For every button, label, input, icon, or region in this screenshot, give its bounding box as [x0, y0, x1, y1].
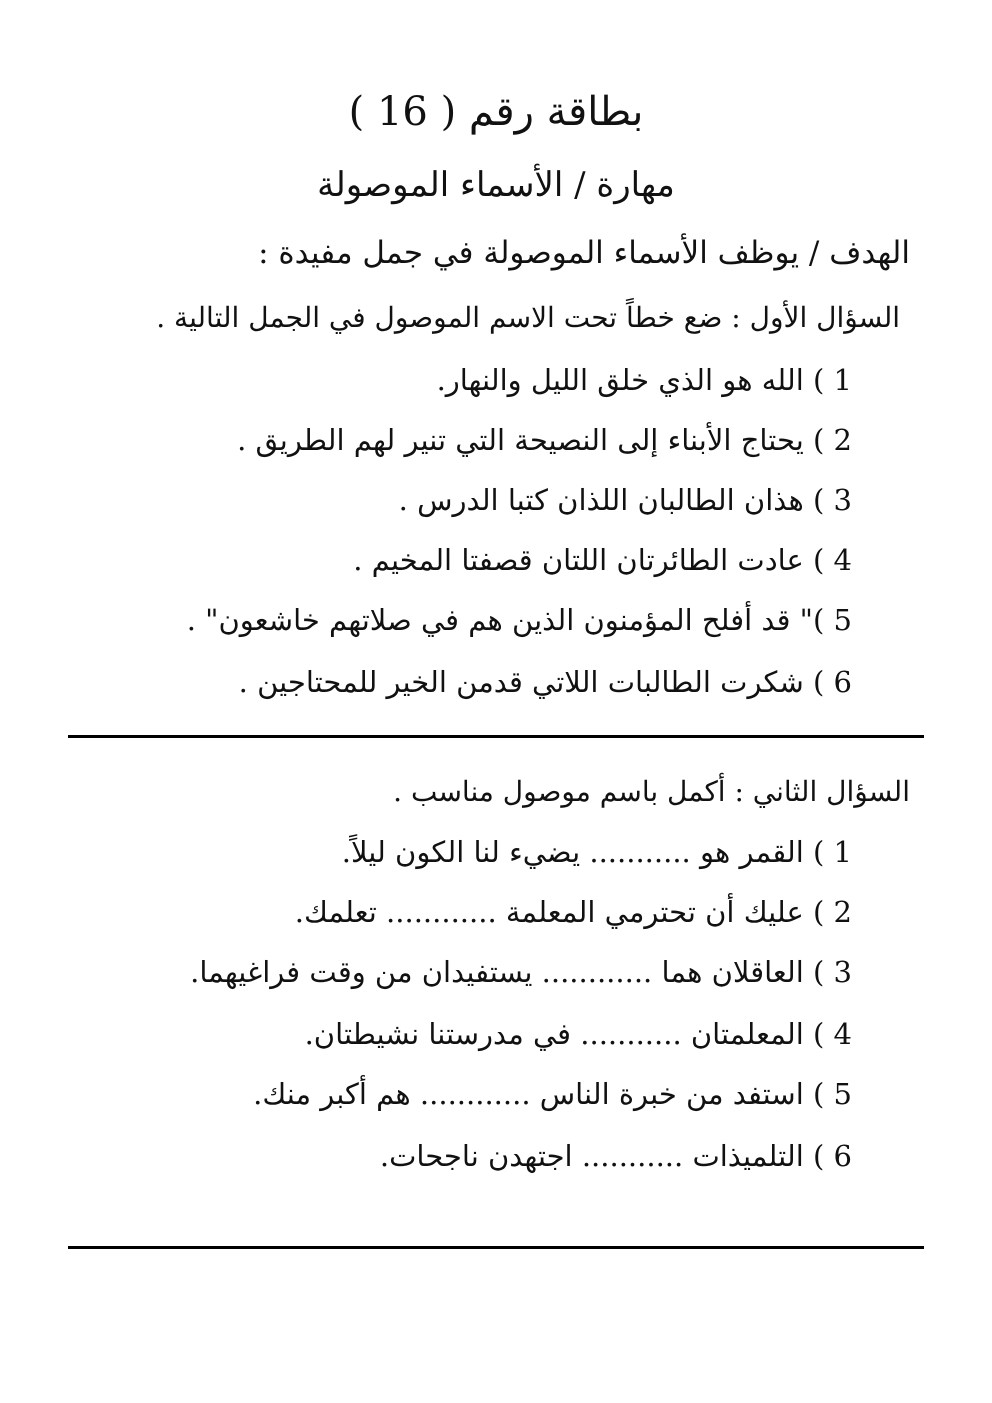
question-one-item: 6 ) شكرت الطالبات اللاتي قدمن الخير للمحتاجين .	[238, 665, 852, 699]
question-two-item: 6 ) التلميذات ........... اجتهدن ناجحات.	[379, 1139, 852, 1173]
question-one-item: 1 ) الله هو الذي خلق الليل والنهار.	[436, 363, 852, 397]
question-two-item: 4 ) المعلمتان ........... في مدرستنا نشيطتان.	[304, 1017, 852, 1051]
skill-title: مهارة / الأسماء الموصولة	[317, 165, 675, 205]
question-one-item: 3 ) هذان الطالبان اللذان كتبا الدرس .	[398, 483, 852, 517]
question-two-title: السؤال الثاني : أكمل باسم موصول مناسب .	[393, 775, 910, 808]
question-two-item: 5 ) استفد من خبرة الناس ............ هم أكبر منك.	[253, 1077, 852, 1111]
question-one-item: 4 ) عادت الطائرتان اللتان قصفتا المخيم .	[353, 543, 852, 577]
goal-statement: الهدف / يوظف الأسماء الموصولة في جمل مفيدة :	[258, 235, 910, 271]
section-divider	[68, 1246, 924, 1249]
question-one-item: 5 )" قد أفلح المؤمنون الذين هم في صلاتهم خاشعون" .	[186, 603, 852, 637]
question-one-item: 2 ) يحتاج الأبناء إلى النصيحة التي تنير لهم الطريق .	[237, 423, 852, 457]
question-two-item: 1 ) القمر هو ........... يضيء لنا الكون ليلاً.	[341, 835, 852, 869]
card-title: بطاقة رقم ( 16 )	[348, 89, 644, 135]
question-one-title: السؤال الأول : ضع خطاً تحت الاسم الموصول في الجمل التالية .	[156, 301, 900, 334]
question-two-item: 3 ) العاقلان هما ............ يستفيدان من وقت فراغيهما.	[190, 955, 852, 989]
question-two-item: 2 ) عليك أن تحترمي المعلمة ............ تعلمك.	[294, 895, 852, 929]
section-divider	[68, 735, 924, 738]
